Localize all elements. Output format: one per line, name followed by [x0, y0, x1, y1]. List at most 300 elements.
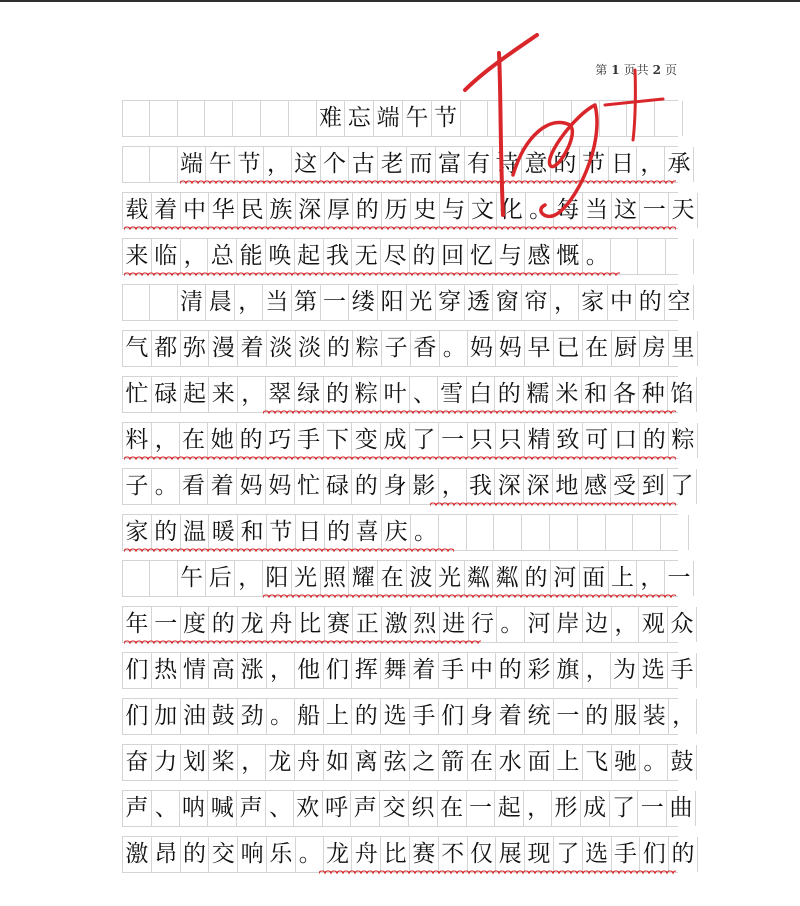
grid-cell-char: 史	[411, 193, 440, 228]
grid-cell-char: 交	[380, 791, 409, 826]
grid-cell-char: 统	[525, 699, 554, 734]
grid-cell-char: 一	[554, 699, 583, 734]
grid-cell-char: 赛	[410, 837, 439, 872]
grid-cell-char: 里	[669, 331, 698, 366]
title-row	[122, 100, 678, 137]
grid-cell-char: 房	[640, 331, 669, 366]
grid-cell-empty	[600, 101, 628, 136]
grid-cell-char: 喜	[353, 515, 382, 550]
grid-cell-char: 受	[611, 469, 640, 504]
grid-cell-char: 节	[267, 515, 296, 550]
grid-cell-char: 只	[468, 423, 497, 458]
grid-cell-char: 他	[295, 653, 324, 688]
grid-cell-char: 声	[237, 791, 266, 826]
essay-row	[122, 330, 695, 367]
grid-cell-char: 了	[668, 469, 697, 504]
grid-cell-char: 都	[152, 331, 181, 366]
grid-cell-char: 身	[381, 469, 410, 504]
grid-cell-char: 众	[668, 607, 697, 642]
grid-cell-char: ，	[152, 423, 180, 458]
grid-cell-char: 一	[638, 791, 667, 826]
grid-cell-char: 起	[181, 377, 210, 412]
essay-row	[122, 192, 695, 229]
grid-cell-char: 碌	[324, 469, 353, 504]
grid-cell-char: 在	[180, 423, 209, 458]
grid-cell-char: 声	[122, 791, 152, 826]
grid-cell-char: 古	[349, 147, 378, 182]
grid-cell-char: 富	[436, 147, 465, 182]
wavy-underline-mark	[124, 546, 454, 552]
grid-cell-char: 一	[640, 193, 669, 228]
grid-cell-char: 力	[152, 745, 181, 780]
grid-cell-char: 的	[181, 837, 210, 872]
grid-cell-char: ，	[264, 147, 292, 182]
grid-cell-char: 着	[208, 469, 237, 504]
grid-cell-char: 忘	[345, 101, 374, 136]
grid-cell-empty	[150, 101, 178, 136]
grid-cell-char: 文	[469, 193, 498, 228]
grid-cell-empty	[655, 101, 683, 136]
grid-cell-char: 变	[352, 423, 381, 458]
grid-cell-char: ，	[181, 239, 209, 274]
grid-cell-char: 油	[181, 699, 210, 734]
grid-cell-char: 的	[152, 515, 181, 550]
grid-cell-char: 窗	[493, 285, 522, 320]
grid-cell-char: 。	[640, 745, 668, 780]
grid-cell-empty	[261, 101, 289, 136]
grid-cell-char: 的	[495, 377, 524, 412]
grid-cell-char: 光	[407, 285, 436, 320]
grid-cell-char: 不	[439, 837, 468, 872]
grid-cell-char: 的	[636, 285, 665, 320]
essay-row	[122, 790, 693, 827]
grid-cell-empty	[516, 101, 544, 136]
grid-cell-char: 历	[382, 193, 411, 228]
grid-cell-char: 高	[209, 653, 238, 688]
grid-cell-char: 喊	[208, 791, 237, 826]
grid-cell-char: 飞	[583, 745, 612, 780]
grid-cell-char: 。	[440, 331, 468, 366]
grid-cell-char: 后	[206, 561, 235, 596]
page-top-border	[0, 0, 800, 2]
grid-cell-char: 呼	[323, 791, 352, 826]
grid-cell-char: 深	[296, 193, 325, 228]
grid-cell-char: 致	[554, 423, 583, 458]
grid-cell-char: 雪	[438, 377, 467, 412]
grid-cell-char: 展	[496, 837, 525, 872]
grid-cell-char: 深	[495, 469, 524, 504]
grid-cell-empty	[544, 101, 572, 136]
grid-cell-char: 度	[181, 607, 210, 642]
grid-cell-char: 情	[181, 653, 210, 688]
grid-cell-char: 的	[325, 331, 354, 366]
grid-cell-char: 河	[551, 561, 580, 596]
grid-cell-char: 舞	[381, 653, 410, 688]
essay-row	[122, 514, 678, 551]
grid-cell-char: 的	[352, 699, 381, 734]
grid-cell-char: 这	[612, 193, 641, 228]
grid-cell-char: 族	[267, 193, 296, 228]
grid-cell-char: 节	[432, 101, 461, 136]
grid-cell-char: 舟	[352, 837, 381, 872]
grid-cell-char: 精	[525, 423, 554, 458]
grid-cell-char: 曲	[667, 791, 696, 826]
grid-cell-char: 热	[152, 653, 181, 688]
essay-row	[122, 652, 694, 689]
grid-cell-char: 着	[410, 653, 439, 688]
grid-cell-char: 波	[407, 561, 436, 596]
grid-cell-char: 、	[266, 791, 294, 826]
grid-cell-char: 旗	[554, 653, 583, 688]
grid-cell-char: 粽	[669, 423, 698, 458]
essay-grid	[122, 100, 696, 906]
grid-cell-char: 影	[410, 469, 439, 504]
grid-cell-char: 在	[468, 745, 497, 780]
grid-cell-char: 离	[352, 745, 381, 780]
grid-cell-char: 能	[237, 239, 266, 274]
grid-cell-char: 白	[467, 377, 496, 412]
grid-cell-char: 载	[122, 193, 152, 228]
grid-cell-char: 种	[639, 377, 668, 412]
grid-cell-empty	[178, 101, 206, 136]
grid-cell-char: 难	[317, 101, 346, 136]
grid-cell-char: 午	[403, 101, 432, 136]
grid-cell-char: 中	[468, 653, 497, 688]
essay-row	[122, 468, 694, 505]
grid-cell-empty	[150, 561, 178, 596]
grid-cell-char: 。	[411, 515, 439, 550]
grid-cell-char: 了	[554, 837, 583, 872]
grid-cell-empty	[606, 515, 634, 550]
grid-cell-char: 各	[611, 377, 640, 412]
grid-cell-char: 服	[612, 699, 641, 734]
grid-cell-char: 的	[640, 423, 669, 458]
grid-cell-char: 只	[496, 423, 525, 458]
grid-cell-char: 粼	[465, 561, 494, 596]
grid-cell-char: 料	[122, 423, 152, 458]
grid-cell-char: 光	[292, 561, 321, 596]
grid-cell-char: 之	[410, 745, 439, 780]
grid-cell-char: 缕	[349, 285, 378, 320]
grid-cell-char: 暖	[209, 515, 238, 550]
grid-cell-char: 一	[152, 607, 181, 642]
grid-cell-char: 划	[181, 745, 210, 780]
grid-cell-char: 子	[382, 331, 411, 366]
grid-cell-char: 着	[238, 331, 267, 366]
grid-cell-char: 响	[238, 837, 267, 872]
grid-cell-empty	[461, 101, 489, 136]
grid-cell-char: 欢	[294, 791, 323, 826]
grid-cell-char: 晨	[206, 285, 235, 320]
grid-cell-char: 尽	[381, 239, 410, 274]
page-number	[595, 61, 678, 78]
wavy-underline-mark	[180, 178, 676, 184]
grid-cell-char: 我	[324, 239, 353, 274]
grid-cell-char: 气	[122, 331, 152, 366]
grid-cell-char: 正	[353, 607, 382, 642]
grid-cell-char: 的	[324, 377, 353, 412]
grid-cell-char: 边	[583, 607, 612, 642]
essay-row	[122, 560, 691, 597]
grid-cell-char: 现	[525, 837, 554, 872]
essay-row	[122, 376, 694, 413]
grid-cell-char: 。	[152, 469, 180, 504]
grid-cell-char: ，	[551, 285, 579, 320]
grid-cell-char: 馅	[668, 377, 697, 412]
grid-cell-char: 和	[238, 515, 267, 550]
grid-cell-char: 涨	[238, 653, 267, 688]
wavy-underline-mark	[430, 500, 676, 506]
grid-cell-char: 手	[668, 653, 697, 688]
grid-cell-char: 端	[178, 147, 207, 182]
grid-cell-char: 个	[321, 147, 350, 182]
essay-row	[122, 284, 691, 321]
grid-cell-char: 日	[609, 147, 638, 182]
grid-cell-char: 彩	[525, 653, 554, 688]
grade-stroke-t-bar	[465, 35, 537, 90]
grid-cell-char: 的	[209, 607, 238, 642]
grid-cell-char: 选	[639, 653, 668, 688]
grid-cell-char: 岸	[554, 607, 583, 642]
grid-cell-char: 桨	[209, 745, 238, 780]
grid-cell-char: 们	[122, 699, 152, 734]
grid-cell-char: ，	[524, 791, 552, 826]
grid-cell-char: 声	[351, 791, 380, 826]
grid-cell-char: 妈	[496, 331, 525, 366]
grid-cell-char: 的	[496, 653, 525, 688]
grid-cell-char: 端	[374, 101, 403, 136]
grid-cell-char: 她	[208, 423, 237, 458]
essay-row	[122, 836, 695, 873]
wavy-underline-mark	[319, 868, 676, 874]
grid-cell-empty	[572, 101, 600, 136]
grid-cell-char: 光	[436, 561, 465, 596]
grid-cell-char: 的	[583, 699, 612, 734]
grid-cell-char: 民	[238, 193, 267, 228]
grid-cell-char: 华	[209, 193, 238, 228]
grid-cell-char: 阳	[378, 285, 407, 320]
grid-cell-char: 香	[411, 331, 440, 366]
grid-cell-char: ，	[637, 147, 665, 182]
grid-cell-char: 感	[525, 239, 554, 274]
grid-cell-empty	[494, 515, 522, 550]
grid-cell-char: 在	[583, 331, 612, 366]
grid-cell-char: 意	[522, 147, 551, 182]
grid-cell-empty	[150, 285, 178, 320]
wavy-underline-mark	[124, 270, 620, 276]
grid-cell-char: 。	[296, 837, 324, 872]
grid-cell-char: 的	[353, 193, 382, 228]
wavy-underline-mark	[124, 454, 676, 460]
grid-cell-char: 妈	[266, 469, 295, 504]
grid-cell-char: 这	[292, 147, 321, 182]
page-number-middle: 页共	[623, 63, 650, 77]
grid-cell-char: 上	[609, 561, 638, 596]
grid-cell-char: 慨	[554, 239, 583, 274]
grid-cell-char: 清	[178, 285, 207, 320]
grid-cell-char: 。	[583, 239, 611, 274]
grid-cell-char: 起	[295, 239, 324, 274]
grid-cell-empty	[522, 515, 550, 550]
grid-cell-char: 们	[324, 653, 353, 688]
grid-cell-char: 成	[381, 423, 410, 458]
grid-cell-char: 箭	[439, 745, 468, 780]
grid-cell-char: 粽	[353, 331, 382, 366]
grid-cell-char: 形	[552, 791, 581, 826]
page-number-current: 1	[611, 63, 621, 77]
grid-cell-char: 有	[465, 147, 494, 182]
grid-cell-char: 节	[235, 147, 264, 182]
grid-cell-char: 们	[122, 653, 152, 688]
page-number-prefix: 第	[595, 63, 609, 77]
grid-cell-char: ，	[267, 653, 295, 688]
wavy-underline-mark	[124, 224, 676, 230]
grid-cell-char: 翠	[266, 377, 295, 412]
grid-cell-char: 仅	[468, 837, 497, 872]
grid-cell-char: 了	[410, 423, 439, 458]
grid-cell-char: 化	[497, 193, 526, 228]
grid-cell-char: 们	[640, 837, 669, 872]
grid-cell-char: 手	[410, 699, 439, 734]
grid-cell-char: 观	[639, 607, 668, 642]
grid-cell-char: 空	[665, 285, 694, 320]
grid-cell-char: 我	[467, 469, 496, 504]
grid-cell-char: 老	[378, 147, 407, 182]
grid-cell-char: 早	[525, 331, 554, 366]
grid-cell-char: 的	[352, 469, 381, 504]
grid-cell-empty	[205, 101, 233, 136]
grid-cell-char: 。	[497, 607, 525, 642]
grid-cell-char: 妈	[237, 469, 266, 504]
grid-cell-empty	[150, 147, 178, 182]
grid-cell-char: 到	[639, 469, 668, 504]
grid-cell-empty	[666, 239, 694, 274]
grid-cell-char: 加	[152, 699, 181, 734]
grid-cell-empty	[467, 515, 495, 550]
grid-cell-char: 织	[409, 791, 438, 826]
grid-cell-char: 激	[122, 837, 152, 872]
grid-cell-char: 午	[178, 561, 207, 596]
grid-cell-char: 淡	[296, 331, 325, 366]
grid-cell-empty	[627, 101, 655, 136]
grid-cell-char: 已	[554, 331, 583, 366]
grid-cell-char: 赛	[325, 607, 354, 642]
grid-cell-char: 中	[608, 285, 637, 320]
grid-cell-char: 临	[152, 239, 181, 274]
grid-cell-char: 温	[181, 515, 210, 550]
grid-cell-char: 天	[669, 193, 698, 228]
grid-cell-char: 碌	[152, 377, 181, 412]
wavy-underline-mark	[263, 592, 676, 598]
grid-cell-char: 午	[206, 147, 235, 182]
grid-cell-char: 的	[522, 561, 551, 596]
grid-cell-char: 舟	[295, 745, 324, 780]
grid-cell-char: ，	[238, 745, 266, 780]
grid-cell-empty	[439, 515, 467, 550]
grid-cell-char: 的	[237, 423, 266, 458]
grid-cell-char: 可	[583, 423, 612, 458]
grid-cell-char: 米	[553, 377, 582, 412]
grid-cell-char: 年	[122, 607, 152, 642]
grid-cell-char: ，	[238, 377, 266, 412]
grid-cell-char: 忆	[468, 239, 497, 274]
grid-cell-char: 透	[465, 285, 494, 320]
grid-cell-char: 漫	[209, 331, 238, 366]
grid-cell-char: 的	[410, 239, 439, 274]
grid-cell-char: 成	[581, 791, 610, 826]
grid-cell-char: ，	[583, 653, 611, 688]
grid-cell-char: 阳	[263, 561, 292, 596]
grid-cell-char: 节	[580, 147, 609, 182]
grid-cell-empty	[661, 515, 689, 550]
page-number-suffix: 页	[664, 63, 678, 77]
grid-cell-char: 水	[496, 745, 525, 780]
grid-cell-char: 一	[467, 791, 496, 826]
grid-cell-char: 手	[439, 653, 468, 688]
grid-cell-char: 着	[152, 193, 181, 228]
grid-cell-char: 为	[611, 653, 640, 688]
grid-cell-char: 鼓	[209, 699, 238, 734]
grid-cell-char: 起	[495, 791, 524, 826]
grid-cell-char: 激	[382, 607, 411, 642]
grid-cell-char: 船	[295, 699, 324, 734]
grid-cell-empty	[122, 561, 150, 596]
grid-cell-char: 比	[296, 607, 325, 642]
grid-cell-char: 一	[321, 285, 350, 320]
grid-cell-char: 装	[640, 699, 669, 734]
grid-cell-char: 唤	[266, 239, 295, 274]
grid-cell-char: 的	[325, 515, 354, 550]
grid-cell-char: 劲	[238, 699, 267, 734]
grid-cell-char: 忙	[122, 377, 152, 412]
grid-cell-char: 深	[524, 469, 553, 504]
grid-cell-char: 一	[665, 561, 694, 596]
grid-cell-char: 忙	[295, 469, 324, 504]
grid-cell-char: 、	[410, 377, 438, 412]
grid-cell-char: 身	[468, 699, 497, 734]
grid-cell-char: 比	[381, 837, 410, 872]
grid-cell-char: 妈	[468, 331, 497, 366]
grid-cell-char: 与	[440, 193, 469, 228]
grid-cell-char: 庆	[382, 515, 411, 550]
grid-cell-char: 家	[579, 285, 608, 320]
grid-cell-empty	[122, 147, 150, 182]
grid-cell-char: 如	[324, 745, 353, 780]
grid-cell-char: 与	[496, 239, 525, 274]
grid-cell-char: 中	[181, 193, 210, 228]
grid-cell-empty	[233, 101, 261, 136]
grid-cell-char: 粼	[493, 561, 522, 596]
grid-cell-char: 手	[295, 423, 324, 458]
grid-cell-empty	[633, 515, 661, 550]
grid-cell-empty	[122, 101, 150, 136]
grid-cell-char: 绿	[295, 377, 324, 412]
grid-cell-char: 在	[438, 791, 467, 826]
grid-cell-char: 地	[553, 469, 582, 504]
grid-cell-char: 进	[440, 607, 469, 642]
grid-cell-char: 的	[551, 147, 580, 182]
grid-cell-char: 行	[469, 607, 498, 642]
grid-cell-empty	[122, 285, 150, 320]
grid-cell-char: ，	[235, 285, 263, 320]
grid-cell-char: ，	[235, 561, 263, 596]
grid-cell-char: 舟	[267, 607, 296, 642]
grid-cell-char: 河	[525, 607, 554, 642]
grid-cell-char: ，	[669, 699, 697, 734]
grid-cell-char: 每	[554, 193, 583, 228]
grid-cell-char: 而	[407, 147, 436, 182]
grid-cell-char: 龙	[266, 745, 295, 780]
